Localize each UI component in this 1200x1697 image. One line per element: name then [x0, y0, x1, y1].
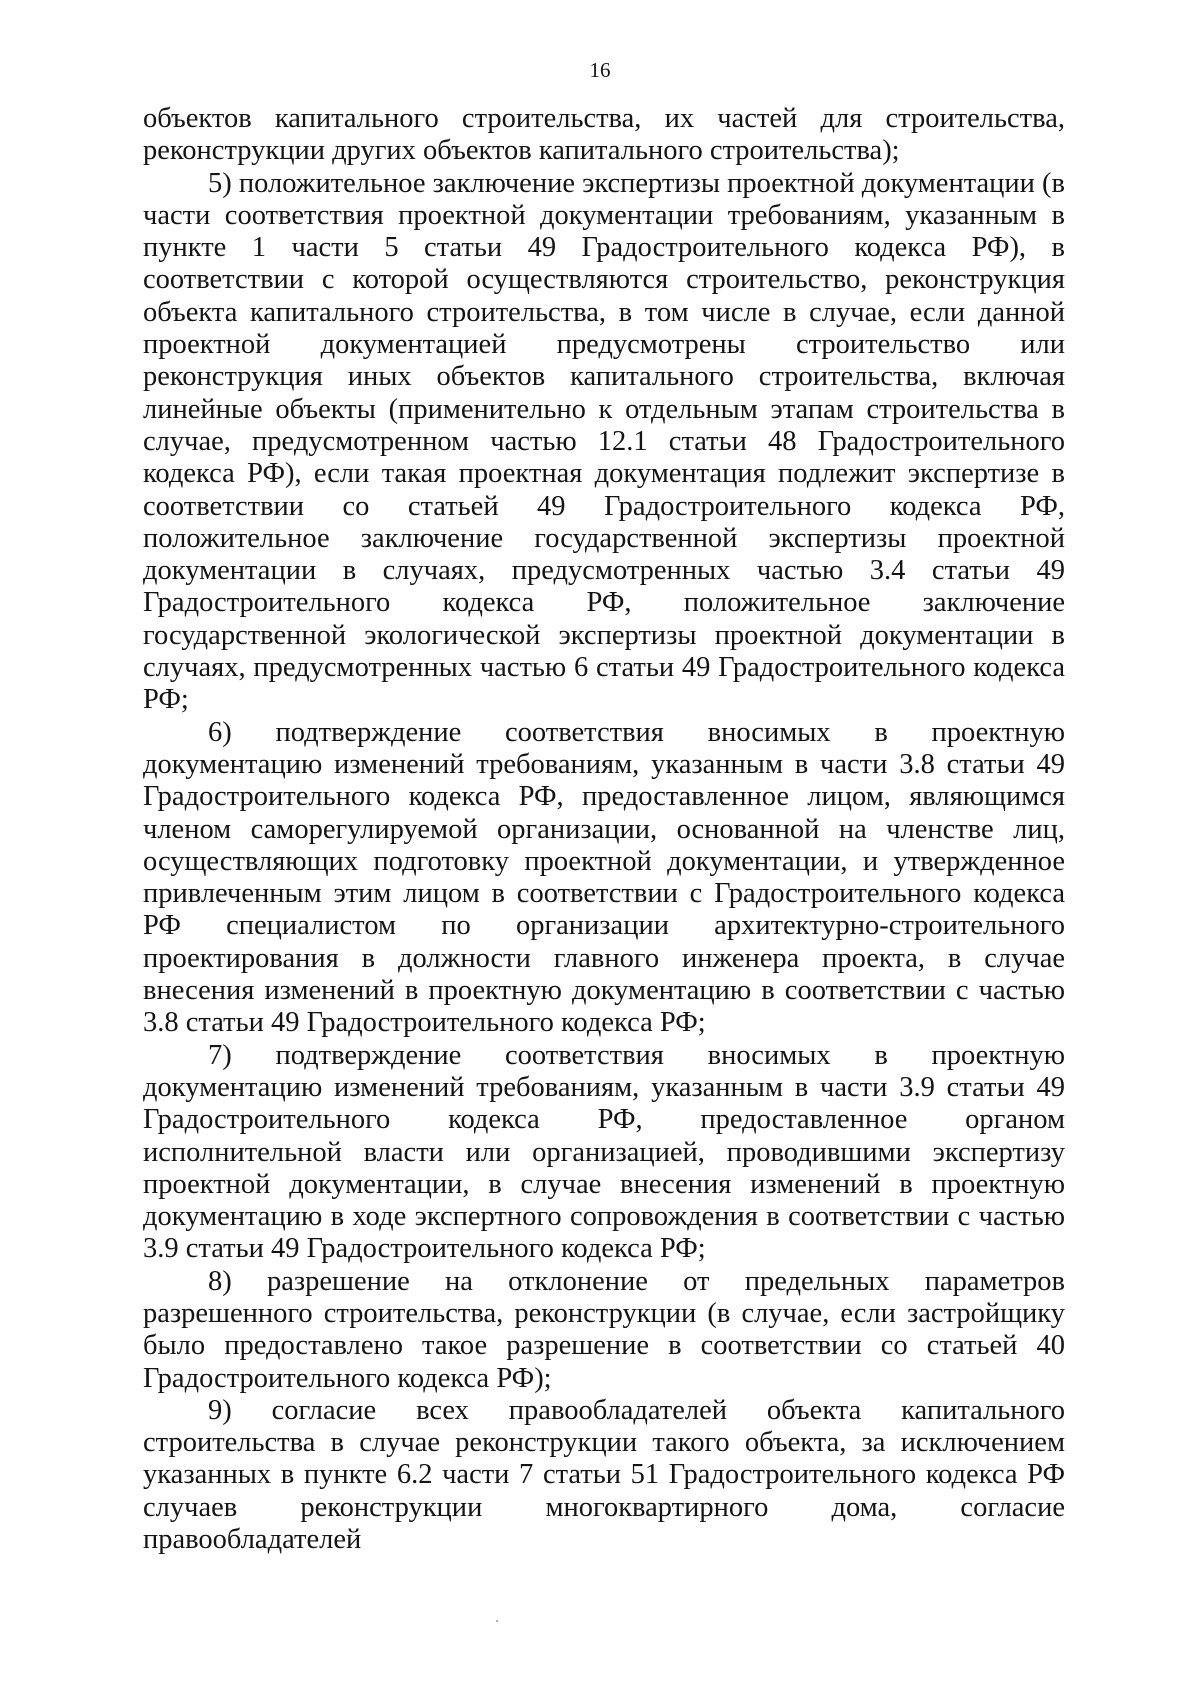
paragraph-item-6: 6) подтверждение соответствия вносимых в проектную документацию изменений требованиям, указанным в части 3.8 статьи 49 Градостроительного кодекса РФ, предоставленное лицом, являющимся членом саморегулируемой организации, основанной на членстве лиц, осуществляющих подготовку проектной документации, и утвержденное привлеченным этим лицом в соответствии с Градостроительного кодекса РФ специалистом по организации архитектурно-строительного проектирования в должности главного инженера проекта, в случае внесения изменений в проектную документацию в соответствии с частью 3.8 статьи 49 Градостроительного кодекса РФ;: [143, 716, 1065, 1039]
document-body: [143, 103, 1065, 1556]
paragraph-item-5: 5) положительное заключение экспертизы проектной документации (в части соответствия проектной документации требованиям, указанным в пункте 1 части 5 статьи 49 Градостроительного кодекса РФ), в соответствии с которой осуществляются строительство, реконструкция объекта капитального строительства, в том числе в случае, если данной проектной документацией предусмотрены строительство или реконструкция иных объектов капитального строительства, включая линейные объекты (применительно к отдельным этапам строительства в случае, предусмотренном частью 12.1 статьи 48 Градостроительного кодекса РФ), если такая проектная документация подлежит экспертизе в соответствии со статьей 49 Градостроительного кодекса РФ, положительное заключение государственной экспертизы проектной документации в случаях, предусмотренных частью 3.4 статьи 49 Градостроительного кодекса РФ, положительное заключение государственной экологической экспертизы проектной документации в случаях, предусмотренных частью 6 статьи 49 Градостроительного кодекса РФ;: [143, 167, 1065, 716]
paragraph-item-7: 7) подтверждение соответствия вносимых в проектную документацию изменений требованиям, указанным в части 3.9 статьи 49 Градостроительного кодекса РФ, предоставленное органом исполнительной власти или организацией, проводившими экспертизу проектной документации, в случае внесения изменений в проектную документацию в ходе экспертного сопровождения в соответствии с частью 3.9 статьи 49 Градостроительного кодекса РФ;: [143, 1039, 1065, 1265]
paragraph-item-8: 8) разрешение на отклонение от предельных параметров разрешенного строительства, реконструкции (в случае, если застройщику было предоставлено такое разрешение в соответствии со статьей 40 Градостроительного кодекса РФ);: [143, 1265, 1065, 1394]
page-number: 16: [589, 58, 611, 82]
scan-speck: [496, 1620, 498, 1622]
paragraph-continuation: объектов капитального строительства, их частей для строительства, реконструкции других объектов капитального строительства);: [143, 103, 1065, 167]
paragraph-item-9: 9) согласие всех правообладателей объекта капитального строительства в случае реконструкции такого объекта, за исключением указанных в пункте 6.2 части 7 статьи 51 Градостроительного кодекса РФ случаев реконструкции многоквартирного дома, согласие правообладателей: [143, 1394, 1065, 1556]
